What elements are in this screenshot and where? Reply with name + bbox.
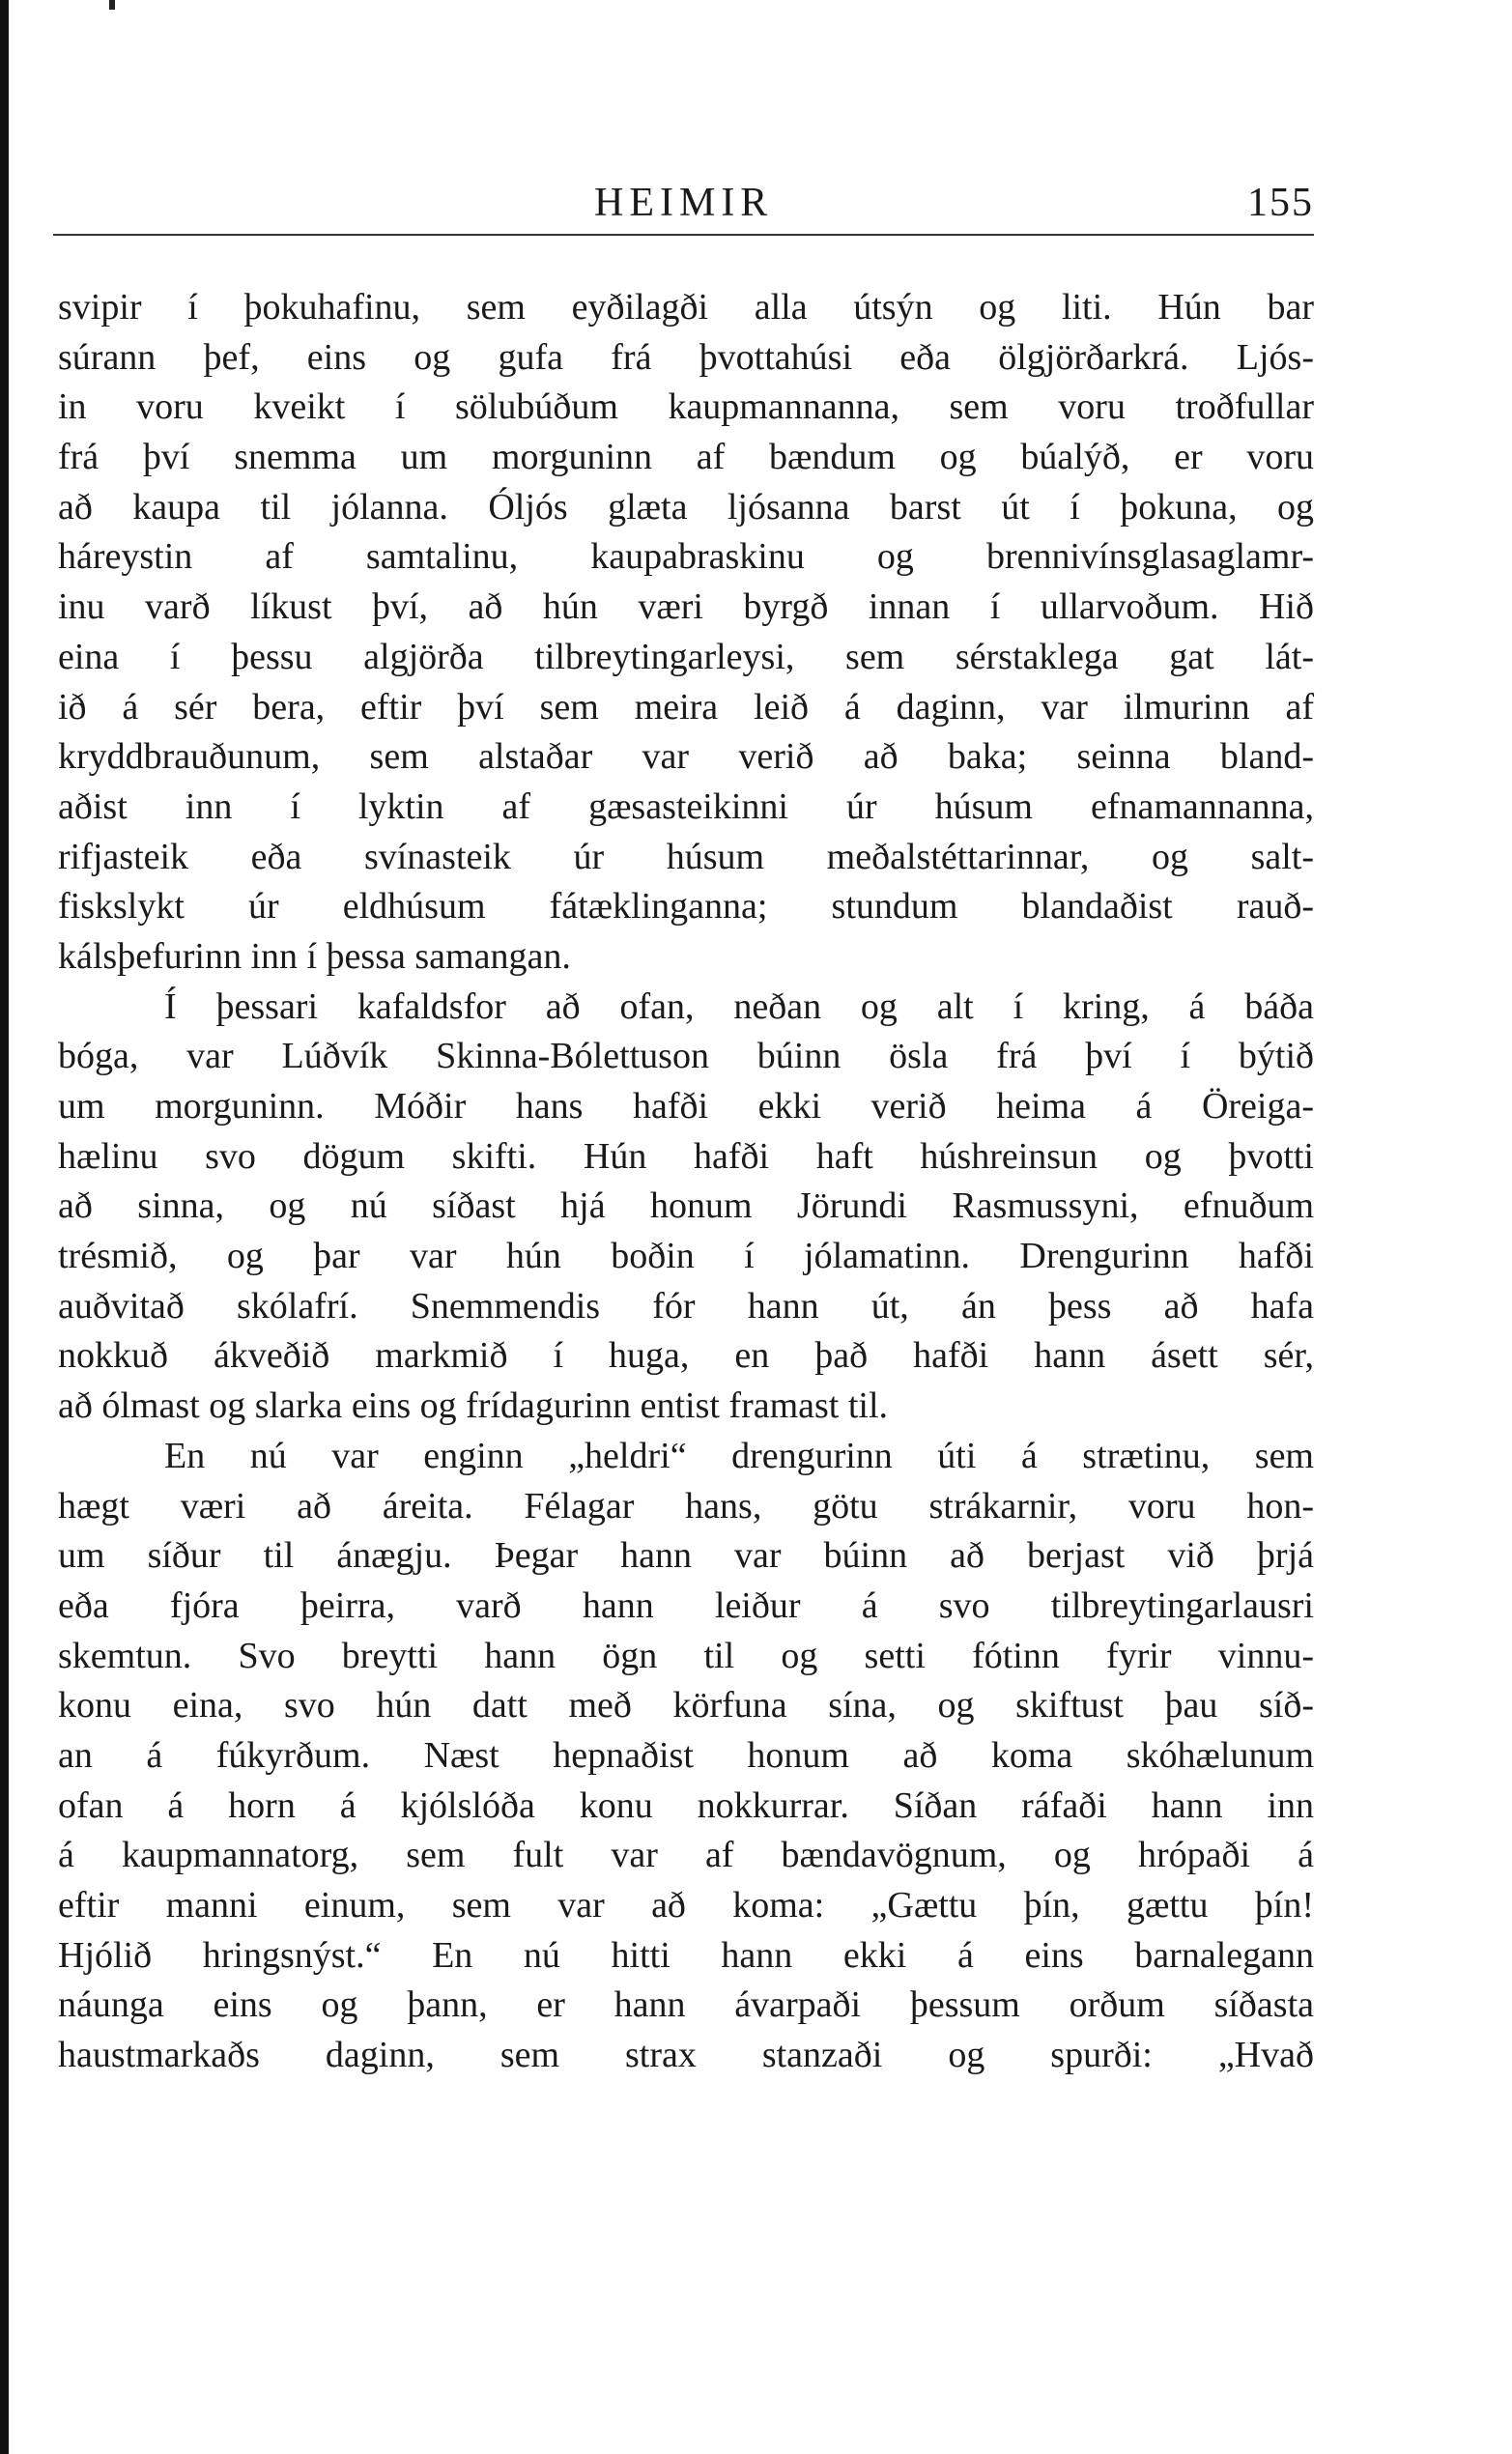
text-line: inu varð líkust því, að hún væri byrgð innan í ullarvoðum. Hið bbox=[58, 586, 1314, 628]
text-line: náunga eins og þann, er hann ávarpaði þessum orðum síðasta bbox=[58, 1984, 1314, 2026]
text-line: eftir manni einum, sem var að koma: „Gættu þín, gættu þín! bbox=[58, 1885, 1314, 1926]
text-line: á kaupmannatorg, sem fult var af bændavögnum, og hrópaði á bbox=[58, 1835, 1314, 1876]
text-line: ofan á horn á kjólslóða konu nokkurrar. Síðan ráfaði hann inn bbox=[58, 1784, 1314, 1826]
page-left-edge bbox=[0, 0, 9, 2454]
text-line: bóga, var Lúðvík Skinna-Bólettuson búinn ösla frá því í býtið bbox=[58, 1036, 1314, 1077]
text-line: svipir í þokuhafinu, sem eyðilagði alla útsýn og liti. Hún bar bbox=[58, 287, 1314, 328]
text-line: nokkuð ákveðið markmið í huga, en það hafði hann ásett sér, bbox=[58, 1335, 1314, 1377]
text-line: súrann þef, eins og gufa frá þvottahúsi eða ölgjörðarkrá. Ljós- bbox=[58, 336, 1314, 378]
text-line: um síður til ánægju. Þegar hann var búinn að berjast við þrjá bbox=[58, 1535, 1314, 1577]
text-line: fiskslykt úr eldhúsum fátæklinganna; stundum blandaðist rauð- bbox=[58, 886, 1314, 927]
text-line: eða fjóra þeirra, varð hann leiður á svo tilbreytingarlausri bbox=[58, 1584, 1314, 1626]
text-line: eina í þessu algjörða tilbreytingarleysi, sem sérstaklega gat lát- bbox=[58, 636, 1314, 677]
text-line: in voru kveikt í sölubúðum kaupmannanna, sem voru troðfullar bbox=[58, 386, 1314, 428]
text-line: rifjasteik eða svínasteik úr húsum meðalstéttarinnar, og salt- bbox=[58, 836, 1314, 877]
page-header bbox=[53, 174, 1314, 232]
text-line: trésmið, og þar var hún boðin í jólamatinn. Drengurinn hafði bbox=[58, 1236, 1314, 1277]
header-rule bbox=[53, 234, 1314, 236]
text-line: kálsþefurinn inn í þessa samangan. bbox=[58, 935, 571, 977]
page-number: 155 bbox=[1247, 181, 1314, 225]
text-line: auðvitað skólafrí. Snemmendis fór hann út, án þess að hafa bbox=[58, 1285, 1314, 1327]
text-line: En nú var enginn „heldri“ drengurinn úti á strætinu, sem bbox=[164, 1435, 1314, 1476]
ink-mark bbox=[109, 0, 115, 10]
text-line: hælinu svo dögum skifti. Hún hafði haft húshreinsun og þvotti bbox=[58, 1135, 1314, 1177]
text-line: kryddbrauðunum, sem alstaðar var verið að baka; seinna bland- bbox=[58, 736, 1314, 778]
text-line: Hjólið hringsnýst.“ En nú hitti hann ekki á eins barnalegann bbox=[58, 1934, 1314, 1976]
text-line: skemtun. Svo breytti hann ögn til og setti fótinn fyrir vinnu- bbox=[58, 1635, 1314, 1676]
text-line: að sinna, og nú síðast hjá honum Jörundi Rasmussyni, efnuðum bbox=[58, 1185, 1314, 1227]
text-line: aðist inn í lyktin af gæsasteikinni úr húsum efnamannanna, bbox=[58, 785, 1314, 827]
text-line: frá því snemma um morguninn af bændum og búalýð, er voru bbox=[58, 437, 1314, 478]
text-line: konu eina, svo hún datt með körfuna sína, og skiftust þau síð- bbox=[58, 1685, 1314, 1726]
text-line: an á fúkyrðum. Næst hepnaðist honum að koma skóhælunum bbox=[58, 1734, 1314, 1776]
text-line: að ólmast og slarka eins og frídagurinn entist framast til. bbox=[58, 1385, 889, 1427]
text-line: um morguninn. Móðir hans hafði ekki verið heima á Öreiga- bbox=[58, 1086, 1314, 1127]
body-text bbox=[58, 283, 1314, 2081]
text-line: að kaupa til jólanna. Óljós glæta ljósanna barst út í þokuna, og bbox=[58, 486, 1314, 528]
text-line: Í þessari kafaldsfor að ofan, neðan og alt í kring, á báða bbox=[164, 985, 1314, 1027]
text-line: haustmarkaðs daginn, sem strax stanzaði og spurði: „Hvað bbox=[58, 2035, 1314, 2076]
text-line: hægt væri að áreita. Félagar hans, götu strákarnir, voru hon- bbox=[58, 1485, 1314, 1527]
running-title: HEIMIR bbox=[594, 181, 774, 225]
text-line: háreystin af samtalinu, kaupabraskinu og brennivínsglasaglamr- bbox=[58, 536, 1314, 578]
text-line: ið á sér bera, eftir því sem meira leið á daginn, var ilmurinn af bbox=[58, 686, 1314, 728]
